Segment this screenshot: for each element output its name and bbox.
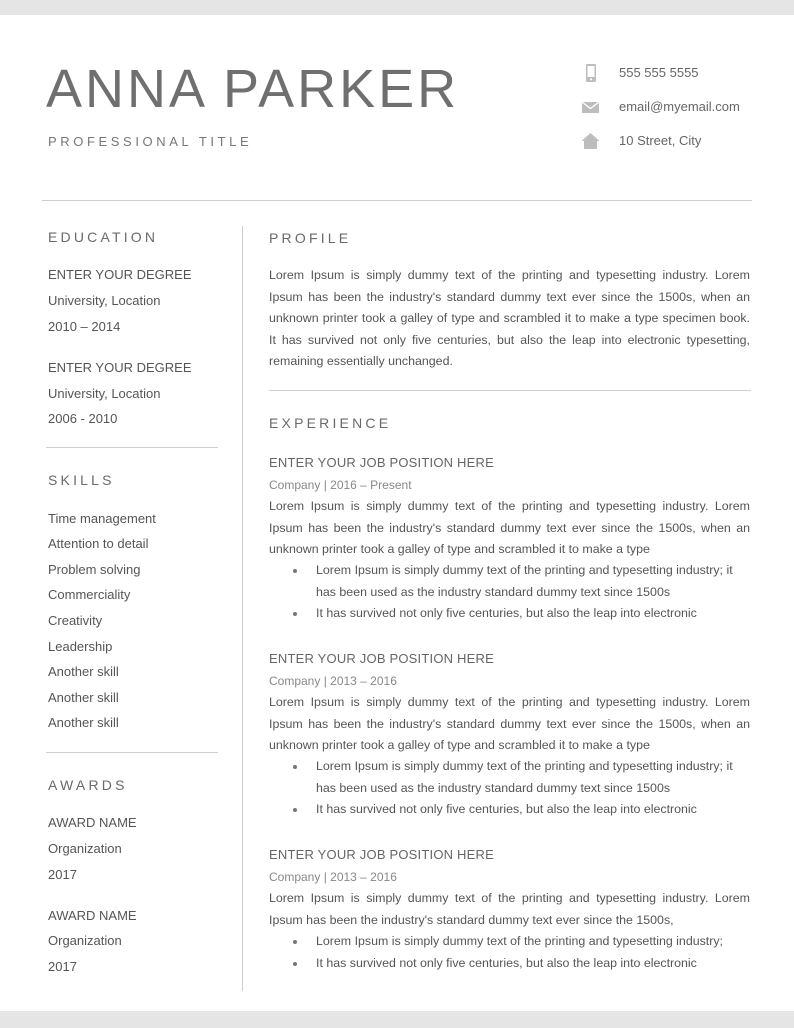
education-heading: EDUCATION <box>48 229 159 245</box>
job-meta: Company | 2016 – Present <box>269 478 412 492</box>
phone-text: 555 555 5555 <box>619 65 699 80</box>
award-year: 2017 <box>48 959 77 974</box>
job-bullet: Lorem Ipsum is simply dummy text of the printing and typesetting industry; it has been used as the industry standard dummy text since 1500s <box>269 560 750 603</box>
award-year: 2017 <box>48 867 77 882</box>
award-org: Organization <box>48 841 122 856</box>
skills-heading: SKILLS <box>48 472 115 488</box>
job-title: ENTER YOUR JOB POSITION HERE <box>269 651 494 666</box>
job-bullet: Lorem Ipsum is simply dummy text of the printing and typesetting industry; it has been used as the industry standard dummy text since 1500s <box>269 756 750 799</box>
award-org: Organization <box>48 933 122 948</box>
contact-address <box>578 129 778 153</box>
contact-email <box>578 95 778 119</box>
education-years: 2006 - 2010 <box>48 411 118 426</box>
column-divider <box>242 226 243 991</box>
job-description: Lorem Ipsum is simply dummy text of the printing and typesetting industry. Lorem Ipsum has been the industry's standard dummy text ever since the 1500s, when an unknown printer took a galley of type and scrambled it to make a type <box>269 499 750 556</box>
contact-phone <box>578 61 778 85</box>
awards-heading: AWARDS <box>48 777 128 793</box>
skill-item: Time management <box>48 511 156 526</box>
job-bullet: It has survived not only five centuries, but also the leap into electronic <box>269 953 750 975</box>
profile-heading: PROFILE <box>269 230 352 246</box>
skill-item: Attention to detail <box>48 536 149 551</box>
skill-item: Problem solving <box>48 562 141 577</box>
skill-item: Commerciality <box>48 587 131 602</box>
education-school: University, Location <box>48 386 161 401</box>
professional-title: PROFESSIONAL TITLE <box>48 134 253 149</box>
education-years: 2010 – 2014 <box>48 319 121 334</box>
skill-item: Another skill <box>48 715 119 730</box>
candidate-name: ANNA PARKER <box>46 59 460 119</box>
skill-item: Another skill <box>48 690 119 705</box>
job-bullets <box>269 756 750 821</box>
phone-icon <box>580 64 600 82</box>
job-description: Lorem Ipsum is simply dummy text of the printing and typesetting industry. Lorem Ipsum has been the industry's standard dummy text ever since the 1500s, <box>269 891 750 927</box>
job-bullets <box>269 560 750 625</box>
address-text: 10 Street, City <box>619 133 702 148</box>
education-divider <box>46 447 218 448</box>
envelope-icon <box>580 98 600 116</box>
education-degree: ENTER YOUR DEGREE <box>48 360 192 375</box>
job-bullet: It has survived not only five centuries, but also the leap into electronic <box>269 799 750 821</box>
home-icon <box>580 132 600 150</box>
job-title: ENTER YOUR JOB POSITION HERE <box>269 847 494 862</box>
job-meta: Company | 2013 – 2016 <box>269 674 397 688</box>
education-school: University, Location <box>48 293 161 308</box>
skill-item: Creativity <box>48 613 103 628</box>
award-name: AWARD NAME <box>48 815 137 830</box>
job-bullet: Lorem Ipsum is simply dummy text of the printing and typesetting industry; <box>269 931 750 953</box>
profile-text: Lorem Ipsum is simply dummy text of the printing and typesetting industry. Lorem Ipsum has been the industry's standard dummy text ever since the 1500s, when an unknown printer took a galley of type and scrambled it to make a type specimen book. It has survived not only five centuries, but also the leap into electronic typesetting, remaining essentially unchanged. <box>269 268 750 368</box>
resume-page <box>0 15 794 1011</box>
skill-item: Leadership <box>48 639 113 654</box>
award-name: AWARD NAME <box>48 908 137 923</box>
job-meta: Company | 2013 – 2016 <box>269 870 397 884</box>
job-bullets <box>269 931 750 974</box>
header-divider <box>42 200 752 201</box>
profile-divider <box>269 390 751 391</box>
job-bullet: It has survived not only five centuries, but also the leap into electronic <box>269 603 750 625</box>
skill-item: Another skill <box>48 664 119 679</box>
skills-divider <box>46 752 218 753</box>
experience-heading: EXPERIENCE <box>269 415 392 431</box>
job-description: Lorem Ipsum is simply dummy text of the printing and typesetting industry. Lorem Ipsum has been the industry's standard dummy text ever since the 1500s, when an unknown printer took a galley of type and scrambled it to make a type <box>269 695 750 752</box>
education-degree: ENTER YOUR DEGREE <box>48 267 192 282</box>
email-text: email@myemail.com <box>619 99 740 114</box>
job-title: ENTER YOUR JOB POSITION HERE <box>269 455 494 470</box>
